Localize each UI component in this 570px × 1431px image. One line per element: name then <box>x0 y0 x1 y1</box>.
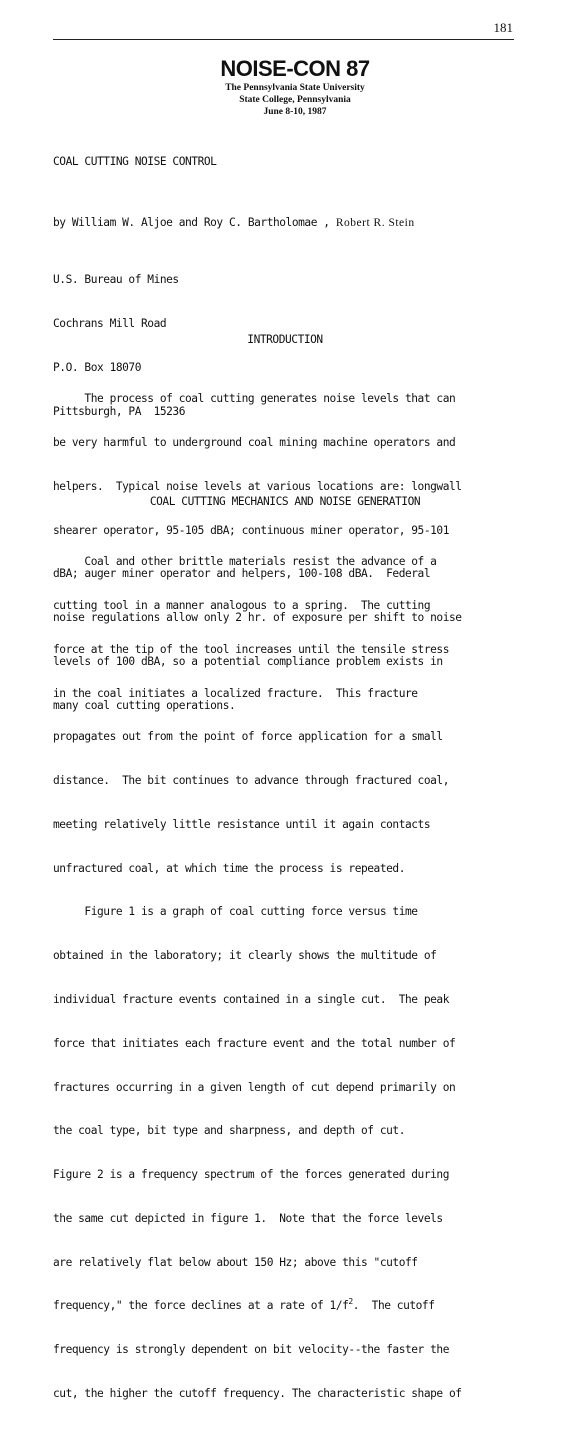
page-number: 181 <box>493 20 513 35</box>
paper-title: COAL CUTTING NOISE CONTROL <box>53 155 217 168</box>
conference-header <box>0 56 570 118</box>
text-line: helpers. Typical noise levels at various locations are: longwall <box>53 479 462 493</box>
text-line: Figure 2 is a frequency spectrum of the forces generated during <box>53 1168 449 1182</box>
address-line: Pittsburgh, PA 15236 <box>53 404 185 418</box>
conference-university: The Pennsylvania State University <box>225 83 365 93</box>
address-line: U.S. Bureau of Mines <box>53 273 179 287</box>
text-line: individual fracture events contained in a single cut. The peak <box>53 993 449 1006</box>
text-line: propagates out from the point of force application for a small <box>53 730 443 744</box>
text-line: in the coal initiates a localized fracture. This fracture <box>53 686 418 700</box>
byline-extra-author: Robert R. Stein <box>335 217 415 229</box>
text-line: Figure 1 is a graph of coal cutting force versus time <box>53 905 418 919</box>
conference-dates: June 8-10, 1987 <box>263 107 327 117</box>
text-line: unfractured coal, at which time the process is repeated. <box>53 861 405 875</box>
header-rule <box>53 39 514 40</box>
text-line-with-superscript <box>53 1299 523 1314</box>
text-line: shearer operator, 95-105 dBA; continuous miner operator, 95-101 <box>53 523 449 537</box>
text-line: force at the tip of the tool increases until the tensile stress <box>53 642 449 656</box>
byline-authors: by William W. Aljoe and Roy C. Bartholomae , <box>53 216 336 229</box>
text-line: distance. The bit continues to advance through fractured coal, <box>53 774 449 788</box>
mechanics-paragraphs <box>53 523 523 1431</box>
section-heading-mechanics: COAL CUTTING MECHANICS AND NOISE GENERATION <box>149 495 421 508</box>
conference-location: State College, Pennsylvania <box>239 95 351 105</box>
section-heading-introduction: INTRODUCTION <box>247 333 323 346</box>
text-line: dBA; auger miner operator and helpers, 100-108 dBA. Federal <box>53 567 431 581</box>
text-line: cutting tool in a manner analogous to a spring. The cutting <box>53 598 431 612</box>
address-line: Cochrans Mill Road <box>53 316 167 330</box>
text-line: obtained in the laboratory; it clearly shows the multitude of <box>53 949 437 963</box>
text-line-tail: . The cutoff <box>352 1299 435 1313</box>
text-line: force that initiates each fracture event and the total number of <box>53 1036 456 1050</box>
superscript-exponent: 2 <box>348 1297 353 1307</box>
text-line: levels of 100 dBA, so a potential compliance problem exists in <box>53 654 443 668</box>
text-line: fractures occurring in a given length of cut depend primarily on <box>53 1080 456 1094</box>
text-line: meeting relatively little resistance until it again contacts <box>53 817 431 831</box>
byline <box>53 213 415 231</box>
text-line: frequency is strongly dependent on bit velocity--the faster the <box>53 1343 449 1357</box>
text-line: The process of coal cutting generates noise levels that can <box>53 392 456 406</box>
conference-title: NOISE-CON 87 <box>220 56 370 81</box>
text-line: be very harmful to underground coal mining machine operators and <box>53 435 456 449</box>
text-line: Coal and other brittle materials resist the advance of a <box>53 555 437 569</box>
text-line: the coal type, bit type and sharpness, and depth of cut. <box>53 1124 405 1138</box>
text-line: cut, the higher the cutoff frequency. The characteristic shape of <box>53 1387 462 1401</box>
text-line: the same cut depicted in figure 1. Note that the force levels <box>53 1211 443 1225</box>
text-line: many coal cutting operations. <box>53 698 236 712</box>
address-line: P.O. Box 18070 <box>53 360 141 374</box>
text-line: are relatively flat below about 150 Hz; above this "cutoff <box>53 1255 418 1269</box>
text-line-start: frequency," the force declines at a rate of 1/f <box>53 1299 349 1313</box>
text-line: noise regulations allow only 2 hr. of exposure per shift to noise <box>53 611 462 625</box>
